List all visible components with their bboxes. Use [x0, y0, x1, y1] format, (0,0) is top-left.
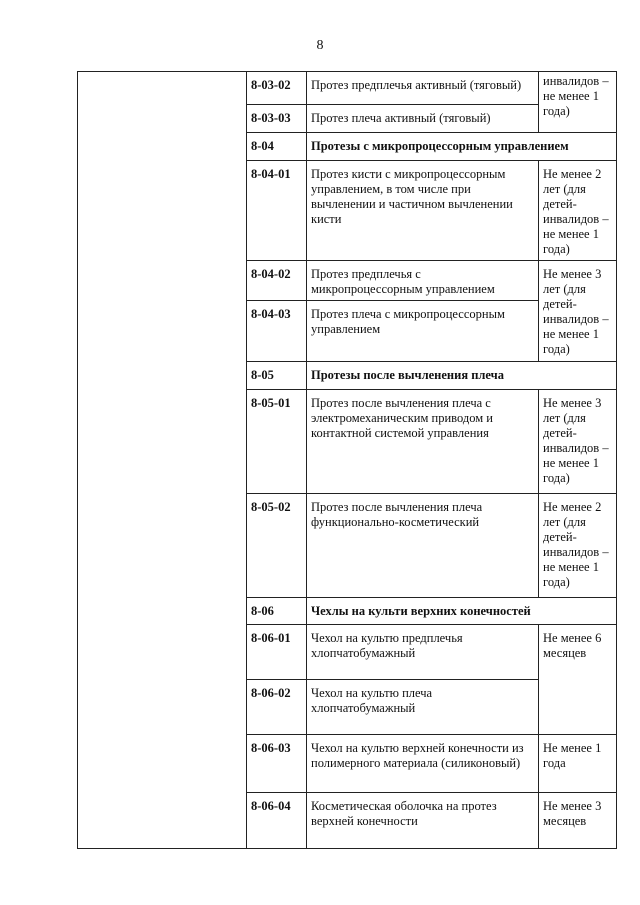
row-name: Протез предплечья с микропроцессорным управлением: [307, 261, 539, 301]
row-code: 8-06-03: [247, 735, 307, 793]
row-name: Протез плеча с микропроцессорным управлением: [307, 301, 539, 362]
row-code: 8-06-04: [247, 793, 307, 849]
row-code: 8-04-03: [247, 301, 307, 362]
row-name: Протез после вычленения плеча функционально-косметический: [307, 494, 539, 598]
row-code: 8-03-02: [247, 72, 307, 105]
row-code: 8-06-02: [247, 680, 307, 735]
row-term: Не менее 2 лет (для детей-инвалидов – не менее 1 года): [539, 494, 617, 598]
section-title: Протезы с микропроцессорным управлением: [307, 133, 617, 161]
row-term: Не менее 3 лет (для детей-инвалидов – не менее 1 года): [539, 261, 617, 362]
row-code: 8-06-01: [247, 625, 307, 680]
row-term: Не менее 3 месяцев: [539, 793, 617, 849]
row-term: Не менее 2 лет (для детей-инвалидов – не менее 1 года): [539, 161, 617, 261]
prosthesis-table: [77, 71, 617, 849]
row-name: Косметическая оболочка на протез верхней конечности: [307, 793, 539, 849]
row-name: Чехол на культю предплечья хлопчатобумажный: [307, 625, 539, 680]
page-number: 8: [316, 38, 324, 53]
row-term: инвалидов – не менее 1 года): [539, 72, 617, 133]
blank-column-cell: [78, 72, 247, 849]
row-name: Протез плеча активный (тяговый): [307, 105, 539, 133]
row-code: 8-05-02: [247, 494, 307, 598]
row-code: 8-04-01: [247, 161, 307, 261]
row-term: Не менее 6 месяцев: [539, 625, 617, 735]
row-name: Протез после вычленения плеча с электромеханическим приводом и контактной системой управления: [307, 390, 539, 494]
row-name: Чехол на культю верхней конечности из полимерного материала (силиконовый): [307, 735, 539, 793]
row-code: 8-04-02: [247, 261, 307, 301]
row-code: 8-05-01: [247, 390, 307, 494]
section-title: Чехлы на культи верхних конечностей: [307, 598, 617, 625]
row-code: 8-03-03: [247, 105, 307, 133]
row-name: Чехол на культю плеча хлопчатобумажный: [307, 680, 539, 735]
table-row: [78, 72, 617, 105]
row-name: Протез предплечья активный (тяговый): [307, 72, 539, 105]
section-title: Протезы после вычленения плеча: [307, 362, 617, 390]
section-code: 8-05: [247, 362, 307, 390]
section-code: 8-06: [247, 598, 307, 625]
section-code: 8-04: [247, 133, 307, 161]
row-term: Не менее 3 лет (для детей-инвалидов – не менее 1 года): [539, 390, 617, 494]
row-term: Не менее 1 года: [539, 735, 617, 793]
row-name: Протез кисти с микропроцессорным управлением, в том числе при вычленении и частичном вычленении кисти: [307, 161, 539, 261]
